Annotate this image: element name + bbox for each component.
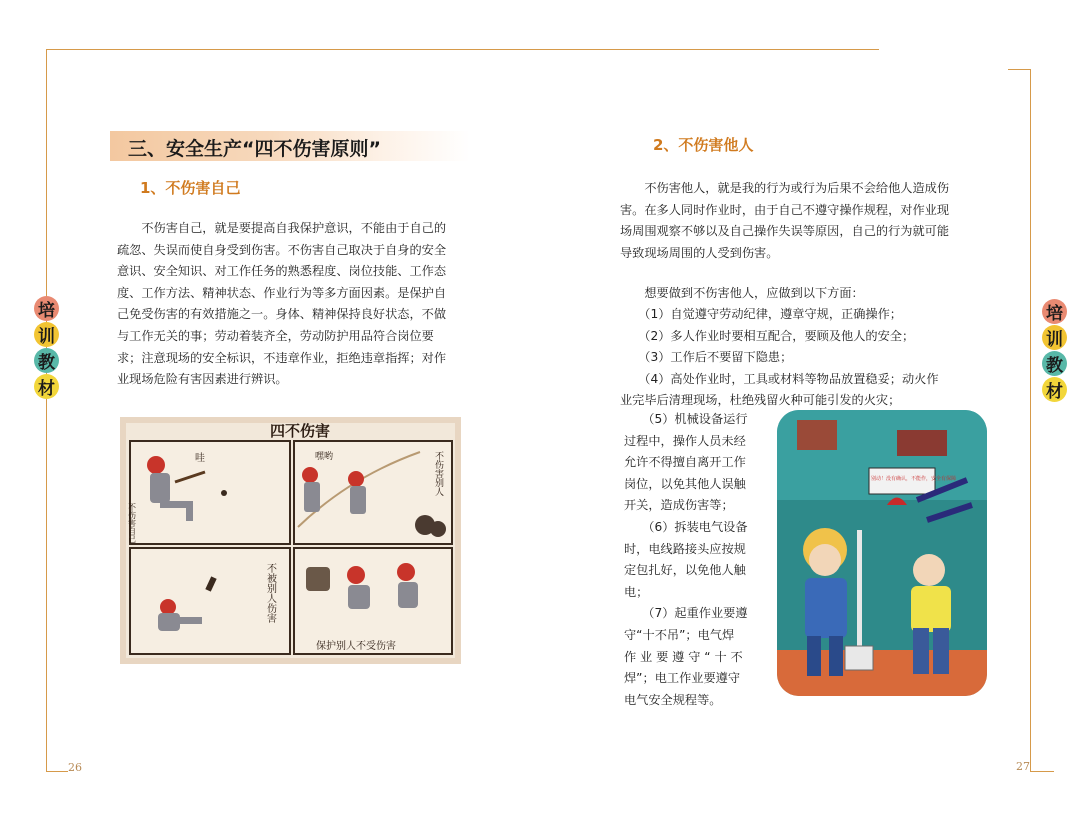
list-intro: 想要做到不伤害他人，应做到以下方面： [620,286,864,300]
left-line-1: 不伤害自己，就是要提高自我保护意识，不能由于自己的 [117,221,447,235]
workers-illustration [777,410,987,696]
badge-char: 训 [34,322,59,347]
left-line-4: 度、工作方法、精神状态、作业行为等多方面因素。是保护自 [117,285,447,300]
list-line: 焊”；电工作业要遵守 [624,671,741,686]
svg-text:不被别人伤害: 不被别人伤害 [264,563,276,623]
left-bottom-tick [46,771,68,772]
list-line: 守“十不吊”；电气焊 [624,627,735,642]
right-intro-line: 导致现场周围的人受到伤害。 [620,245,779,260]
svg-text:哇: 哇 [195,453,205,464]
top-rule [46,49,879,50]
svg-text:别动！没有确认，不能作，安全有保障: 别动！没有确认，不能作，安全有保障 [871,476,957,482]
svg-text:保护别人不受伤害: 保护别人不受伤害 [316,641,396,652]
badge-char: 培 [1042,299,1067,324]
left-rule [46,49,47,772]
badge-char: 教 [34,348,59,373]
right-side-badge [1042,299,1068,402]
cartoon-title: 四不伤害 [270,422,331,440]
list-item: 业完毕后清理现场，杜绝残留火种可能引发的火灾； [620,393,901,408]
list-line: 时，电线路接头应按规 [624,541,746,556]
subtitle-not-harm-self: 1、不伤害自己 [140,179,241,197]
list-line: 电； [624,584,649,599]
list-line: 作 业 要 遵 守 “ 十 不 [624,649,743,664]
badge-char: 材 [1042,377,1067,402]
list-line: 定包扎好，以免他人触 [624,563,746,578]
list-line: 岗位，以免其他人误触 [624,476,746,491]
left-line-3: 意识、安全知识、对工作任务的熟悉程度、岗位技能、工作态 [117,264,447,279]
left-line-8: 业现场危险有害因素进行辨识。 [117,372,288,387]
left-line-6: 与工作无关的事；劳动着装齐全，劳动防护用品符合岗位要 [117,328,434,343]
four-no-harm-cartoon [120,417,461,664]
section-title: 三、安全生产“四不伤害原则” [128,138,381,160]
list-line: （7）起重作业要遵 [624,606,748,621]
right-intro-line: 害。在多人同时作业时，由于自己不遵守操作规程，对作业现 [620,202,950,217]
left-line-7: 求；注意现场的安全标识，不违章作业，拒绝违章指挥；对作 [117,350,447,365]
badge-char: 训 [1042,325,1067,350]
left-line-2: 疏忽、失误而使自身受到伤害。不伤害自己取决于自身的安全 [117,242,447,257]
list-line: （5）机械设备运行 [624,412,748,426]
right-top-tick [1008,69,1031,70]
list-line: 过程中，操作人员未经 [624,433,746,448]
subtitle-not-harm-others: 2、不伤害他人 [653,136,754,154]
right-bottom-rule [1030,750,1031,772]
badge-char: 教 [1042,351,1067,376]
left-side-badge [34,296,60,399]
list-line: （6）拆装电气设备 [624,519,748,534]
page-number-right: 27 [1016,760,1030,773]
list-line: 允许不得擅自离开工作 [624,455,746,470]
section-title-bar [110,131,470,161]
right-bottom-tick [1030,771,1054,772]
right-intro-line: 不伤害他人，就是我的行为或行为后果不会给他人造成伤 [620,181,950,195]
list-line: 电气安全规程等。 [624,692,722,707]
right-top-rule [1030,69,1031,772]
right-list-narrow [624,409,764,711]
right-intro [620,178,980,264]
badge-char: 材 [34,374,59,399]
left-line-5: 己免受伤害的有效措施之一。身体、精神保持良好状态，不做 [117,307,447,322]
svg-text:不伤害自己: 不伤害自己 [127,503,137,543]
page-number-left: 26 [68,761,82,774]
list-item: （4）高处作业时，工具或材料等物品放置稳妥；动火作 [620,371,939,386]
right-intro-line: 场周围观察不够以及自己操作失误等原因，自己的行为就可能 [620,224,950,239]
left-paragraph [117,218,475,391]
list-line: 开关，造成伤害等； [624,498,734,513]
badge-char: 培 [34,296,59,321]
list-item: （3）工作后不要留下隐患； [620,350,793,365]
svg-text:不伤害别人: 不伤害别人 [433,451,443,496]
right-list-full [620,283,980,411]
list-item: （1）自觉遵守劳动纪律，遵章守规，正确操作； [620,307,902,322]
svg-text:嘿哟: 嘿哟 [315,452,334,462]
list-item: （2）多人作业时要相互配合，要顾及他人的安全； [620,328,915,343]
